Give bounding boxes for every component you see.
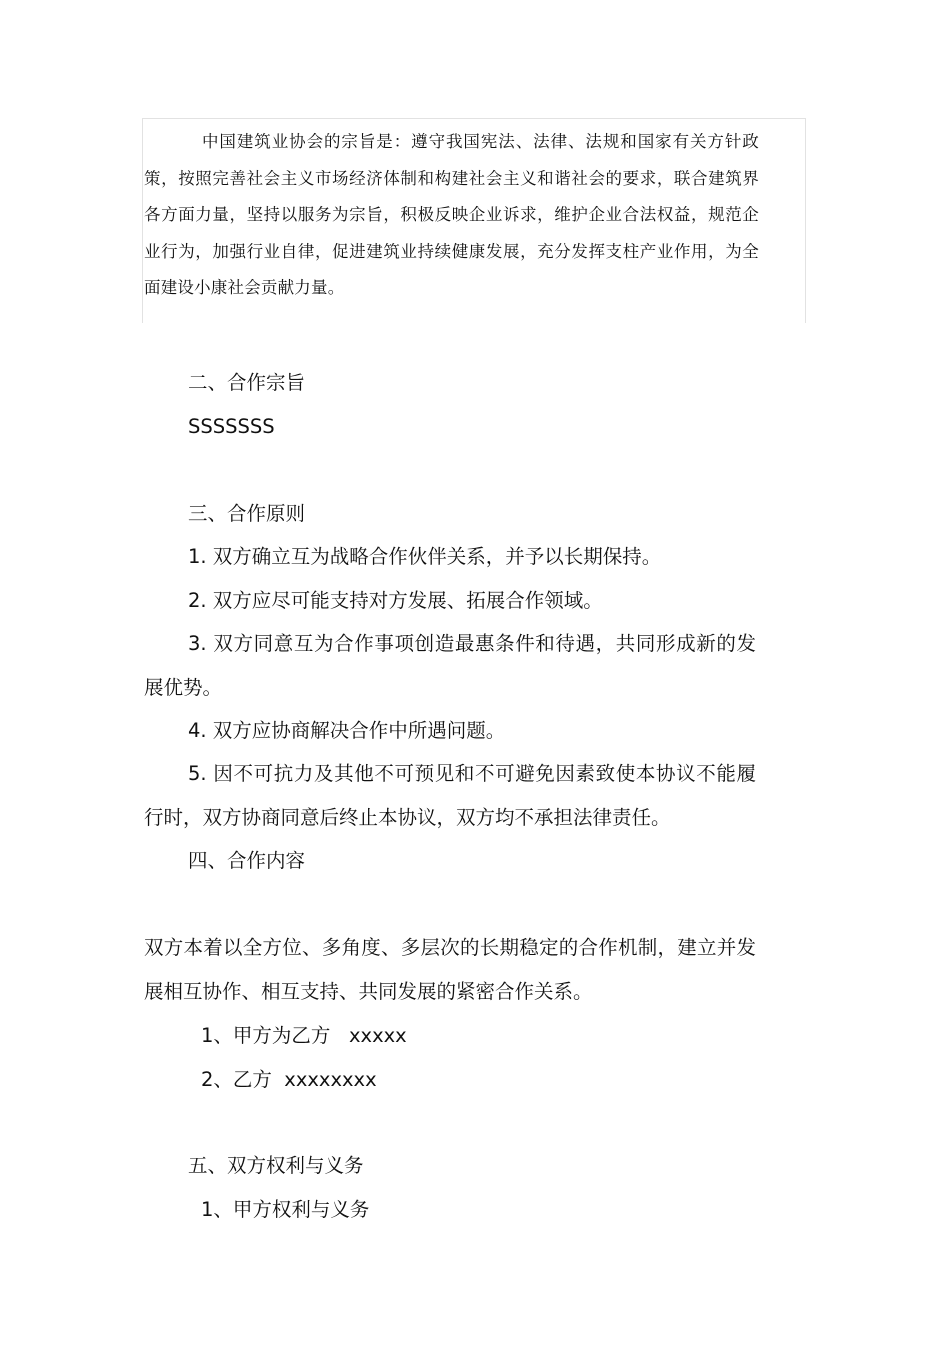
section-4-body: 双方本着以全方位、多角度、多层次的长期稳定的合作机制，建立并发展相互协作、相互支持、共同发展的紧密合作关系。: [144, 936, 756, 1003]
principle-item-5: 5. 因不可抗力及其他不可预见和不可避免因素致使本协议不能履行时，双方协商同意后终止本协议，双方均不承担法律责任。: [144, 762, 756, 829]
section-3-heading: 三、合作原则: [188, 502, 306, 525]
principle-item-4: 4. 双方应协商解决合作中所遇问题。: [188, 719, 506, 742]
principle-item-2: 2. 双方应尽可能支持对方发展、拓展合作领域。: [188, 589, 603, 612]
section-4-heading: 四、合作内容: [188, 849, 306, 872]
section-2-heading: 二、合作宗旨: [188, 371, 306, 394]
principle-item-3: 3. 双方同意互为合作事项创造最惠条件和待遇，共同形成新的发展优势。: [144, 632, 756, 699]
rights-item-1: 1、甲方权利与义务: [201, 1198, 370, 1221]
section-2-body: SSSSSSS: [188, 415, 275, 438]
section-5-heading: 五、双方权利与义务: [188, 1154, 364, 1177]
principle-item-1: 1. 双方确立互为战略合作伙伴关系，并予以长期保持。: [188, 545, 662, 568]
intro-paragraph: 中国建筑业协会的宗旨是：遵守我国宪法、法律、法规和国家有关方针政策，按照完善社会主义市场经济体制和构建社会主义和谐社会的要求，联合建筑界各方面力量，坚持以服务为宗旨，积极反映企业诉求，维护企业合法权益，规范企业行为，加强行业自律，促进建筑业持续健康发展，充分发挥支柱产业作用，为全面建设小康社会贡献力量。: [144, 132, 759, 297]
content-item-2: 2、乙方 xxxxxxxx: [201, 1068, 377, 1091]
content-item-1: 1、甲方为乙方 xxxxx: [201, 1024, 407, 1047]
